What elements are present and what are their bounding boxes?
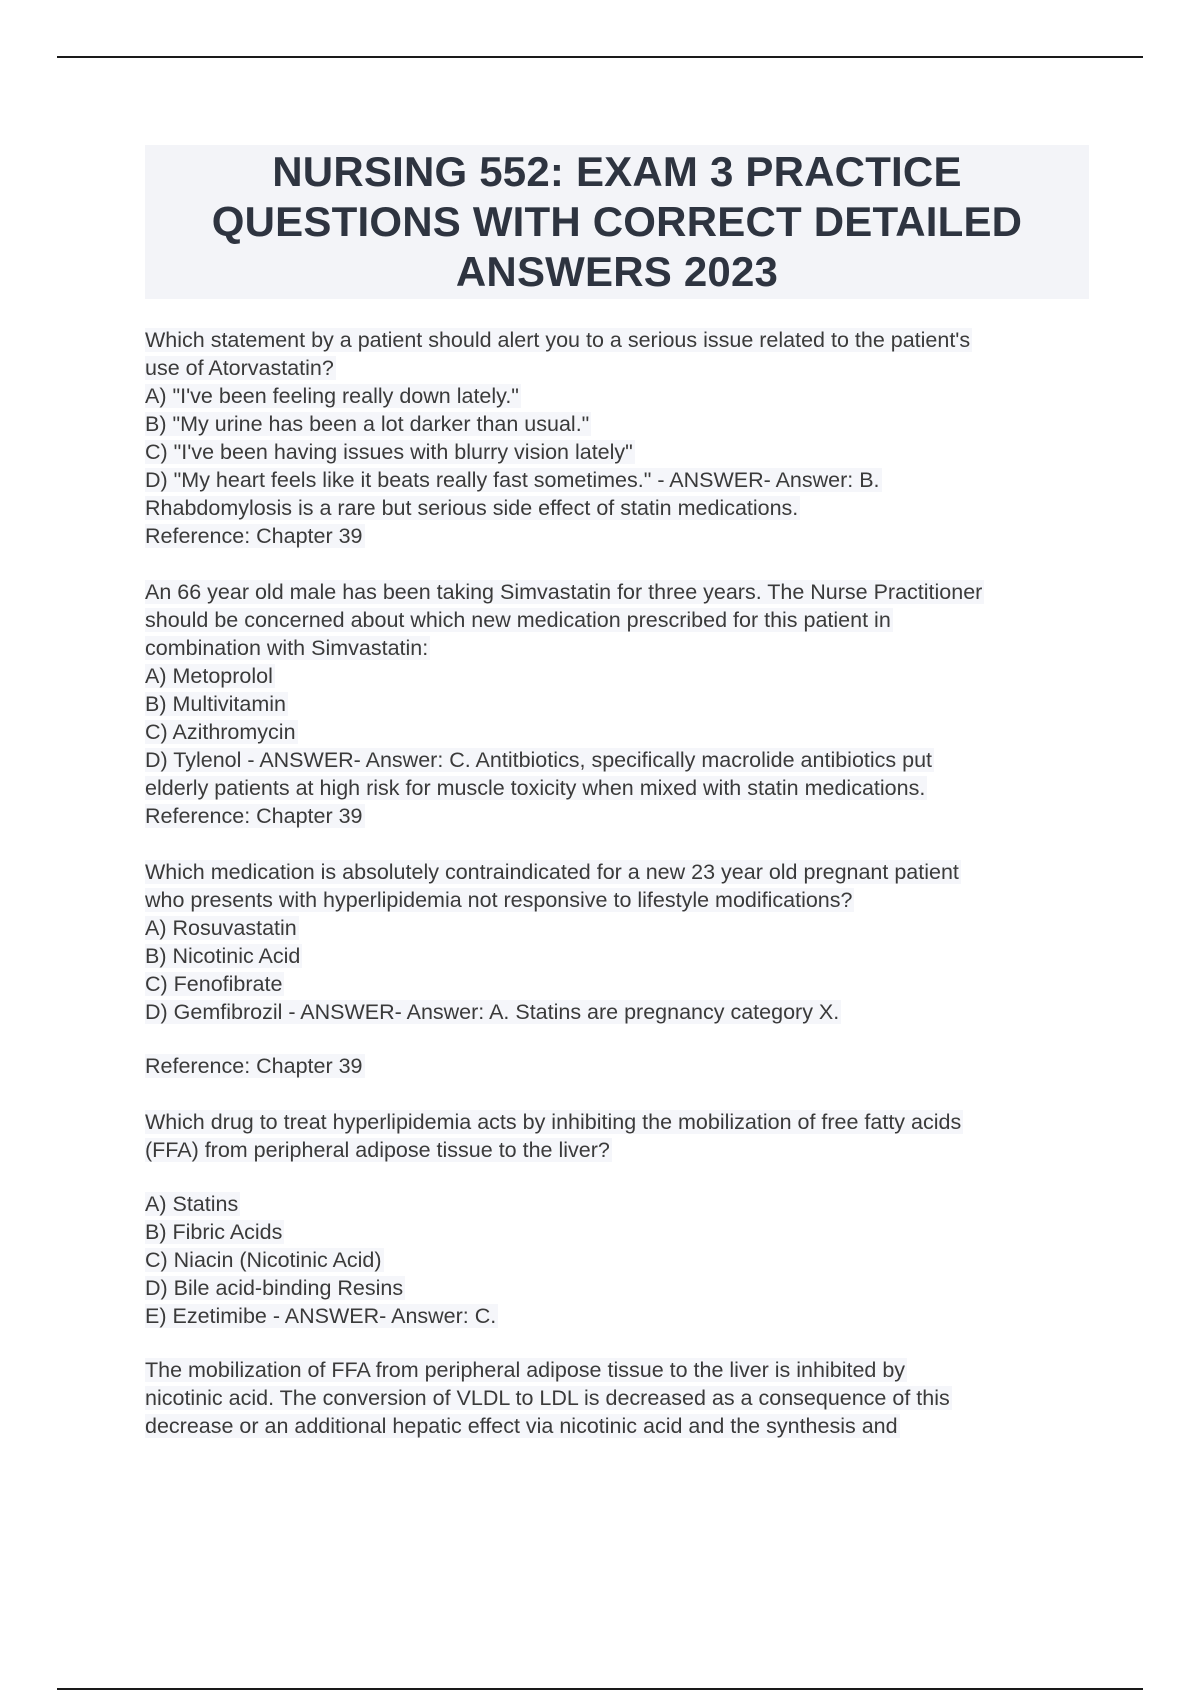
question-stem: should be concerned about which new medication prescribed for this patient in [145, 608, 891, 632]
answer-explanation: elderly patients at high risk for muscle toxicity when mixed with statin medications. [145, 776, 926, 800]
answer-option: D) Bile acid-binding Resins [145, 1276, 404, 1300]
question-stem: (FFA) from peripheral adipose tissue to the liver? [145, 1138, 610, 1162]
reference: Reference: Chapter 39 [145, 804, 363, 828]
question-stem: Which statement by a patient should alert you to a serious issue related to the patient's [145, 328, 971, 352]
title-line: QUESTIONS WITH CORRECT DETAILED [211, 198, 1023, 245]
title-banner [145, 145, 1089, 299]
answer-option: D) Gemfibrozil - ANSWER- Answer: A. Statins are pregnancy category X. [145, 1000, 840, 1024]
top-rule [57, 56, 1143, 58]
question-block-2 [145, 578, 1095, 830]
answer-option: A) Metoprolol [145, 664, 273, 688]
answer-explanation: nicotinic acid. The conversion of VLDL to LDL is decreased as a consequence of this [145, 1386, 950, 1410]
question-stem: Which drug to treat hyperlipidemia acts by inhibiting the mobilization of free fatty acids [145, 1110, 962, 1134]
question-stem: who presents with hyperlipidemia not responsive to lifestyle modifications? [145, 888, 853, 912]
document-title [212, 147, 1022, 297]
answer-option: B) Fibric Acids [145, 1220, 283, 1244]
bottom-rule [57, 1688, 1143, 1690]
question-block-4 [145, 1108, 1095, 1440]
answer-option: C) "I've been having issues with blurry vision lately" [145, 440, 633, 464]
answer-option: C) Fenofibrate [145, 972, 283, 996]
question-block-3 [145, 858, 1095, 1080]
answer-option: A) Statins [145, 1192, 239, 1216]
answer-option: D) Tylenol - ANSWER- Answer: C. Antitbiotics, specifically macrolide antibiotics put [145, 748, 933, 772]
answer-option: C) Azithromycin [145, 720, 296, 744]
answer-option: A) "I've been feeling really down lately." [145, 384, 519, 408]
answer-option: D) "My heart feels like it beats really fast sometimes." - ANSWER- Answer: B. [145, 468, 880, 492]
answer-option: E) Ezetimibe - ANSWER- Answer: C. [145, 1304, 497, 1328]
question-stem: Which medication is absolutely contraindicated for a new 23 year old pregnant patient [145, 860, 959, 884]
question-list [145, 326, 1095, 1440]
answer-option: B) Nicotinic Acid [145, 944, 301, 968]
question-stem: An 66 year old male has been taking Simvastatin for three years. The Nurse Practitioner [145, 580, 983, 604]
answer-option: B) "My urine has been a lot darker than usual." [145, 412, 590, 436]
reference: Reference: Chapter 39 [145, 1054, 363, 1078]
title-line: ANSWERS 2023 [455, 248, 779, 295]
reference: Reference: Chapter 39 [145, 524, 363, 548]
question-stem: use of Atorvastatin? [145, 356, 334, 380]
answer-option: C) Niacin (Nicotinic Acid) [145, 1248, 382, 1272]
answer-option: B) Multivitamin [145, 692, 286, 716]
question-block-1 [145, 326, 1095, 550]
answer-explanation: decrease or an additional hepatic effect via nicotinic acid and the synthesis and [145, 1414, 898, 1438]
answer-explanation: The mobilization of FFA from peripheral adipose tissue to the liver is inhibited by [145, 1358, 906, 1382]
answer-option: A) Rosuvastatin [145, 916, 297, 940]
answer-explanation: Rhabdomylosis is a rare but serious side effect of statin medications. [145, 496, 799, 520]
question-stem: combination with Simvastatin: [145, 636, 429, 660]
title-line: NURSING 552: EXAM 3 PRACTICE [272, 148, 962, 195]
